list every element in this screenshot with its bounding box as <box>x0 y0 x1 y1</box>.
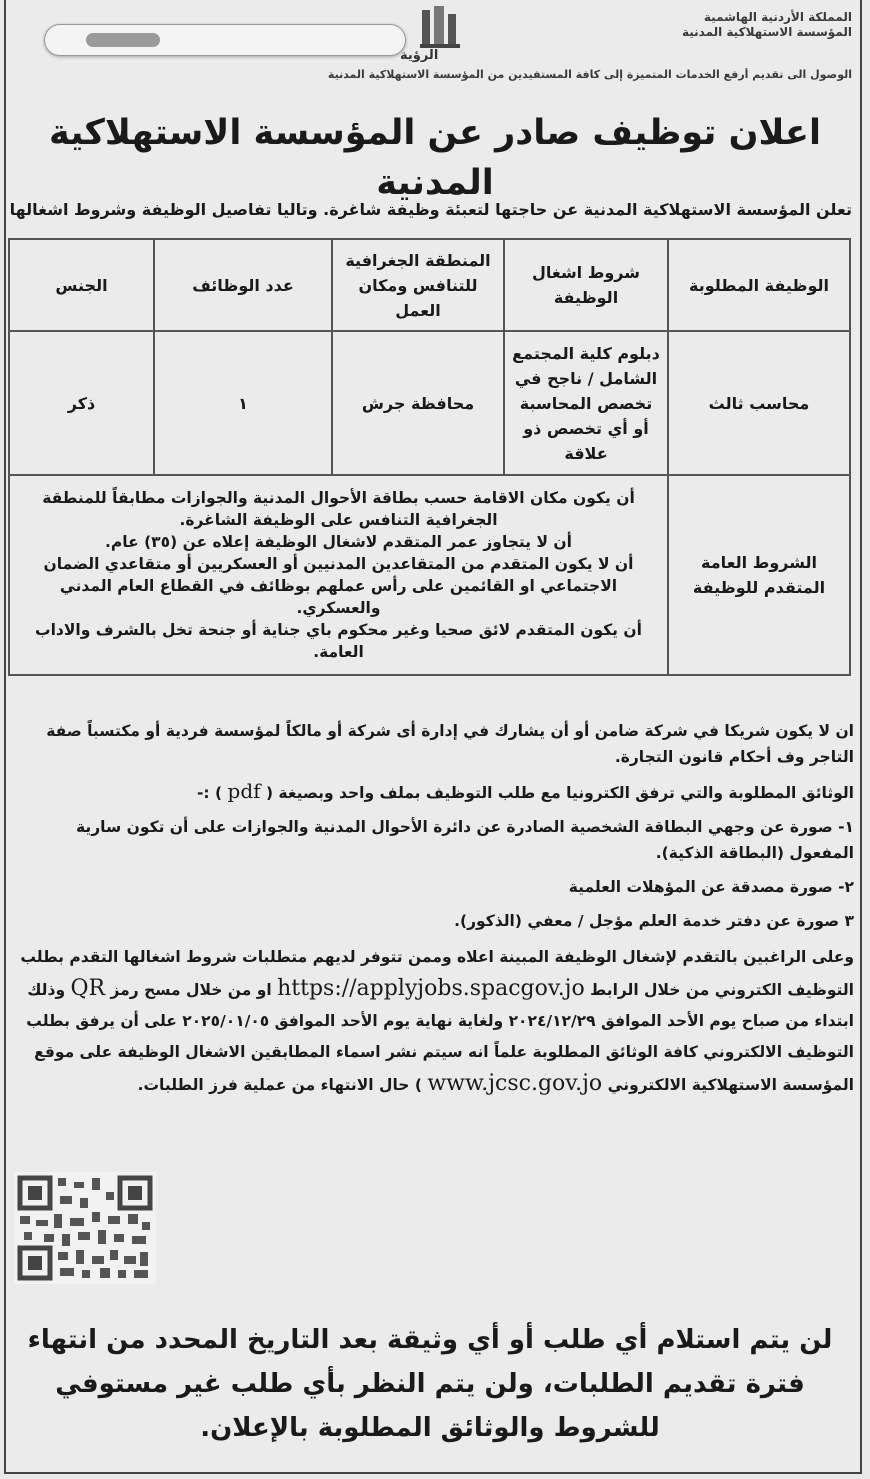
announcement-title: اعلان توظيف صادر عن المؤسسة الاستهلاكية المدنية <box>49 113 821 203</box>
region-cell: محافظة جرش <box>332 331 504 475</box>
apply-text-b: او من خلال مسح رمز <box>110 981 272 999</box>
column-header-job: الوظيفة المطلوبة <box>668 239 850 331</box>
document-item: ٢- صورة مصدقة عن المؤهلات العلمية <box>568 878 854 896</box>
condition-item: أن لا يتجاوز عمر المتقدم لاشغال الوظيفة إعلاه عن (٣٥) عام. <box>105 533 572 551</box>
intro-text: تعلن المؤسسة الاستهلاكية المدنية عن حاجتها لتعبئة وظيفة شاغرة. وتاليا تفاصيل الوظيفة وشروط اشغالها <box>9 200 852 219</box>
website-link[interactable]: www.jcsc.gov.jo <box>427 1071 603 1096</box>
closing-notice: لن يتم استلام أي طلب أو أي وثيقة بعد التاريخ المحدد من انتهاء فترة تقديم الطلبات، ولن يتم النظر بأي طلب غير مستوفي للشروط والوثائق المطلوبة بالإعلان. <box>27 1325 833 1443</box>
job-title-cell: محاسب ثالث <box>668 331 850 475</box>
qr-code-icon[interactable] <box>14 1172 156 1284</box>
condition-item: أن لا يكون المتقدم من المتقاعدين المدنيين أو العسكريين أو متقاعدي الضمان الاجتماعي او القائمين على رأس عملهم بوظائف في القطاع العام المدني والعسكري. <box>43 555 634 617</box>
apply-text-d: ) حال الانتهاء من عملية فرز الطلبات. <box>137 1076 422 1094</box>
column-header-gender: الجنس <box>9 239 154 331</box>
documents-intro <box>8 778 854 806</box>
condition-item: أن يكون مكان الاقامة حسب بطاقة الأحوال المدنية والجوازات مطابقاً للمنطقة الجغرافية التنافس على الوظيفة الشاغرة. <box>42 489 635 529</box>
documents-intro-text: الوثائق المطلوبة والتي ترفق الكترونيا مع طلب التوظيف بملف واحد وبصيغة ( <box>265 784 854 802</box>
vision-motto: الوصول الى تقديم أرفع الخدمات المتميزة إلى كافة المستفيدين من المؤسسة الاستهلاكية المدنية <box>327 68 852 81</box>
job-table <box>8 238 851 676</box>
documents-intro-end: ) :- <box>197 784 223 802</box>
column-header-count: عدد الوظائف <box>154 239 332 331</box>
institution-logo-icon <box>418 4 462 50</box>
conditions-cell <box>9 475 668 675</box>
count-cell: ١ <box>154 331 332 475</box>
condition-item: أن يكون المتقدم لائق صحيا وغير محكوم باي جناية أو جنحة تخل بالشرف والاداب العامة. <box>35 621 642 661</box>
requirements-cell: دبلوم كلية المجتمع الشامل / ناجح في تخصص المحاسبة أو أي تخصص ذو علاقة <box>504 331 668 475</box>
media-scrubber-slider[interactable] <box>44 24 406 56</box>
gender-cell: ذكر <box>9 331 154 475</box>
organization-name <box>592 10 852 40</box>
column-header-requirements: شروط اشغال الوظيفة <box>504 239 668 331</box>
partnership-condition: ان لا يكون شريكا في شركة ضامن أو أن يشارك في إدارة أى شركة أو مالكاً لمؤسسة فردية أو مكتسباً صفة التاجر وف أحكام قانون التجارة. <box>46 722 854 766</box>
application-link[interactable]: https://applyjobs.spacgov.jo <box>277 976 585 1001</box>
qr-label: QR <box>70 976 106 1001</box>
document-item: ١- صورة عن وجهي البطاقة الشخصية الصادرة عن دائرة الأحوال المدنية والجوازات على أن تكون سارية المفعول (البطاقة الذكية). <box>76 818 854 862</box>
org-line-2: المؤسسة الاستهلاكية المدنية <box>681 25 852 39</box>
org-line-1: المملكة الأردنية الهاشمية <box>703 10 852 24</box>
conditions-label-cell: الشروط العامة المتقدم للوظيفة <box>668 475 850 675</box>
conditions-row <box>9 475 850 675</box>
document-format: pdf <box>227 779 261 803</box>
announcement-body <box>8 718 854 1109</box>
application-instructions <box>8 942 854 1101</box>
column-header-region: المنطقة الجغرافية للتنافس ومكان العمل <box>332 239 504 331</box>
apply-text-a: وعلى الراغبين بالتقدم لإشغال الوظيفة المبينة اعلاه وممن تتوفر لديهم متطلبات شروط اشغالها التقدم بطلب التوظيف الكتروني من خلال الرابط <box>20 948 854 999</box>
document-item: ٣ صورة عن دفتر خدمة العلم مؤجل / معفي (الذكور). <box>454 912 854 930</box>
slider-thumb[interactable] <box>86 33 160 47</box>
vision-label: الرؤية <box>400 48 439 63</box>
apply-text-c: وذلك ابتداء من صباح يوم الأحد الموافق ٢٠٢٤/١٢/٢٩ ولغاية نهاية يوم الأحد الموافق ٢٠٢٥/٠١/٠٥ على أن يرفق بطلب التوظيف الالكتروني كافة الوثائق المطلوبة علماً انه سيتم نشر اسماء المطابقين الاشغال الوظيفة على موقع المؤسسة الاستهلاكية الالكتروني <box>26 981 854 1094</box>
table-row <box>9 331 850 475</box>
table-header-row <box>9 239 850 331</box>
